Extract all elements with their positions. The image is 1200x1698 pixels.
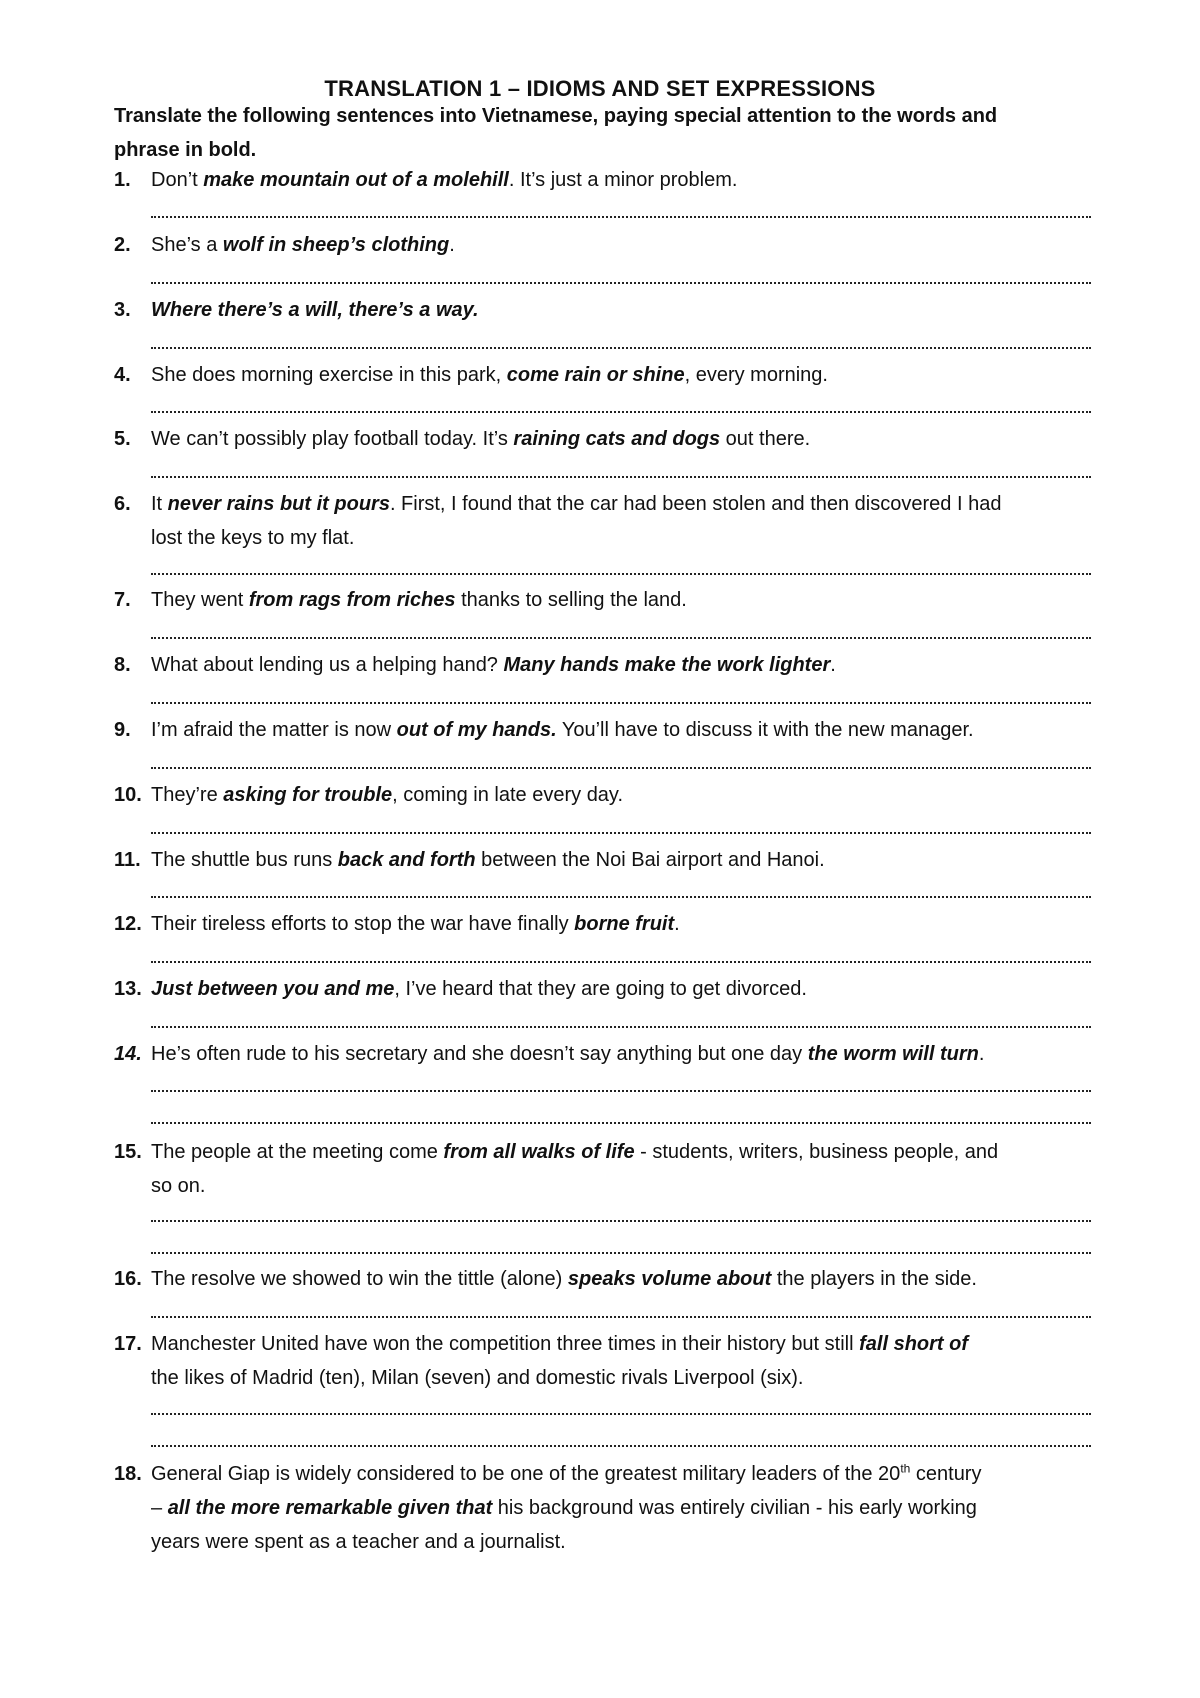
question-number: 16. <box>114 1268 142 1290</box>
question-number: 9. <box>114 719 131 741</box>
question-line <box>151 778 1096 812</box>
sentence-text: thanks to selling the land. <box>455 589 687 611</box>
answer-line[interactable] <box>151 767 1091 769</box>
idiom-phrase: Many hands make the work lighter <box>503 654 831 676</box>
sentence-text: Their tireless efforts to stop the war have finally <box>151 913 575 935</box>
sentence-text: so on. <box>151 1175 206 1197</box>
question-line <box>151 907 1096 941</box>
sentence-text: out there. <box>720 428 811 450</box>
question-number: 14. <box>114 1043 142 1065</box>
idiom-phrase: fall short of <box>859 1333 969 1355</box>
question-text <box>151 422 1096 456</box>
idiom-phrase: back and forth <box>337 849 476 871</box>
sentence-text: years were spent as a teacher and a journalist. <box>151 1531 566 1553</box>
question-number: 13. <box>114 978 142 1000</box>
question-line <box>151 583 1096 617</box>
question-number: 1. <box>114 169 131 191</box>
answer-line[interactable] <box>151 1413 1091 1415</box>
question-number: 5. <box>114 428 131 450</box>
question-text <box>151 163 1096 197</box>
question-number: 6. <box>114 493 131 515</box>
question-line <box>151 422 1096 456</box>
question-line <box>151 1262 1096 1296</box>
question-line <box>151 843 1096 877</box>
question-text <box>151 228 1096 262</box>
question-line <box>151 1169 1096 1203</box>
sentence-text: She does morning exercise in this park, <box>151 364 507 386</box>
sentence-text: . <box>449 234 455 256</box>
answer-line[interactable] <box>151 896 1091 898</box>
answer-line[interactable] <box>151 1445 1091 1447</box>
question-text <box>151 1037 1096 1071</box>
question-number: 15. <box>114 1141 142 1163</box>
answer-line[interactable] <box>151 347 1091 349</box>
question-number: 17. <box>114 1333 142 1355</box>
question-line <box>151 1491 1096 1525</box>
question-line <box>151 358 1096 392</box>
question-text <box>151 843 1096 877</box>
question-text <box>151 1457 1096 1559</box>
question-text <box>151 907 1096 941</box>
answer-line[interactable] <box>151 1316 1091 1318</box>
question-line <box>151 521 1096 555</box>
question-line <box>151 293 1096 327</box>
question-line <box>151 163 1096 197</box>
idiom-phrase: come rain or shine <box>506 364 685 386</box>
sentence-text: What about lending us a helping hand? <box>151 654 504 676</box>
sentence-text: Manchester United have won the competition three times in their history but still <box>151 1333 860 1355</box>
sentence-text: between the Noi Bai airport and Hanoi. <box>475 849 825 871</box>
answer-line[interactable] <box>151 411 1091 413</box>
sentence-text: She’s a <box>151 234 223 256</box>
answer-line[interactable] <box>151 1090 1091 1092</box>
answer-line[interactable] <box>151 476 1091 478</box>
answer-line[interactable] <box>151 637 1091 639</box>
question-number: 7. <box>114 589 131 611</box>
question-number: 10. <box>114 784 142 806</box>
question-number: 4. <box>114 364 131 386</box>
sentence-text: You’ll have to discuss it with the new manager. <box>556 719 974 741</box>
idiom-phrase: all the more remarkable given that <box>167 1497 493 1519</box>
question-text <box>151 487 1096 555</box>
sentence-text: the likes of Madrid (ten), Milan (seven) and domestic rivals Liverpool (six). <box>151 1367 804 1389</box>
idiom-phrase: wolf in sheep’s clothing <box>222 234 450 256</box>
answer-line[interactable] <box>151 282 1091 284</box>
sentence-text: , coming in late every day. <box>392 784 624 806</box>
question-text <box>151 1327 1096 1395</box>
answer-line[interactable] <box>151 573 1091 575</box>
sentence-text: They’re <box>151 784 224 806</box>
sentence-text: They went <box>151 589 249 611</box>
question-number: 3. <box>114 299 131 321</box>
sentence-text: – <box>151 1497 168 1519</box>
sentence-text: the players in the side. <box>771 1268 977 1290</box>
question-text <box>151 358 1096 392</box>
question-line <box>151 713 1096 747</box>
idiom-phrase: speaks volume about <box>567 1268 772 1290</box>
idiom-phrase: never rains but it pours <box>167 493 390 515</box>
question-text <box>151 972 1096 1006</box>
question-text <box>151 1262 1096 1296</box>
page-title: TRANSLATION 1 – IDIOMS AND SET EXPRESSIONS <box>324 76 876 101</box>
idiom-phrase: out of my hands. <box>396 719 557 741</box>
question-line <box>151 1327 1096 1361</box>
answer-line[interactable] <box>151 702 1091 704</box>
answer-line[interactable] <box>151 216 1091 218</box>
sentence-text: We can’t possibly play football today. It’s <box>151 428 514 450</box>
idiom-phrase: asking for trouble <box>223 784 393 806</box>
answer-line[interactable] <box>151 1220 1091 1222</box>
idiom-phrase: Just between you and me <box>151 978 395 1000</box>
question-line <box>151 1361 1096 1395</box>
question-number: 2. <box>114 234 131 256</box>
answer-line[interactable] <box>151 1026 1091 1028</box>
question-number: 12. <box>114 913 142 935</box>
answer-line[interactable] <box>151 1252 1091 1254</box>
question-number: 11. <box>114 849 141 871</box>
instruction-line-2: phrase in bold. <box>114 139 257 161</box>
question-text <box>151 648 1096 682</box>
question-line <box>151 228 1096 262</box>
sentence-text: , every morning. <box>684 364 828 386</box>
sentence-text: General Giap is widely considered to be one of the greatest military leaders of the 20 <box>151 1463 901 1485</box>
sentence-text: . <box>978 1043 985 1065</box>
answer-line[interactable] <box>151 1122 1091 1124</box>
question-text <box>151 1135 1096 1203</box>
idiom-phrase: make mountain out of a molehill <box>203 169 509 191</box>
sentence-text: It <box>151 493 168 515</box>
sentence-text: - students, writers, business people, and <box>634 1141 999 1163</box>
question-line <box>151 1525 1096 1559</box>
sentence-text: Don’t <box>151 169 204 191</box>
question-text <box>151 713 1096 747</box>
sentence-text: He’s often rude to his secretary and she doesn’t say anything but one day <box>151 1043 808 1065</box>
sentence-text: The people at the meeting come <box>151 1141 444 1163</box>
sentence-text: The resolve we showed to win the tittle (alone) <box>151 1268 568 1290</box>
idiom-phrase: the worm will turn <box>807 1043 979 1065</box>
question-line <box>151 1037 1096 1071</box>
idiom-phrase: from rags from riches <box>248 589 456 611</box>
question-line <box>151 487 1096 521</box>
answer-line[interactable] <box>151 832 1091 834</box>
instruction-line-1: Translate the following sentences into Vietnamese, paying special attention to the words and <box>114 105 998 127</box>
question-line <box>151 1135 1096 1169</box>
sentence-text: . <box>830 654 836 676</box>
sentence-text: his background was entirely civilian - his early working <box>492 1497 977 1519</box>
sentence-text: lost the keys to my flat. <box>151 527 355 549</box>
sentence-text: I’m afraid the matter is now <box>151 719 397 741</box>
question-number: 8. <box>114 654 131 676</box>
sentence-text: century <box>910 1463 982 1485</box>
idiom-phrase: raining cats and dogs <box>513 428 721 450</box>
question-text <box>151 778 1096 812</box>
question-text <box>151 583 1096 617</box>
answer-line[interactable] <box>151 961 1091 963</box>
sentence-text: The shuttle bus runs <box>151 849 338 871</box>
question-line <box>151 1457 1096 1491</box>
question-line <box>151 648 1096 682</box>
idiom-phrase: from all walks of life <box>443 1141 635 1163</box>
question-text <box>151 293 1096 327</box>
sentence-text: . <box>674 913 680 935</box>
sentence-text: . First, I found that the car had been stolen and then discovered I had <box>389 493 1002 515</box>
sentence-text: th <box>900 1461 911 1476</box>
sentence-text: . It’s just a minor problem. <box>508 169 738 191</box>
question-line <box>151 972 1096 1006</box>
idiom-phrase: borne fruit <box>574 913 675 935</box>
sentence-text: , I’ve heard that they are going to get divorced. <box>394 978 807 1000</box>
question-number: 18. <box>114 1463 142 1485</box>
idiom-phrase: Where there’s a will, there’s a way. <box>151 299 479 321</box>
